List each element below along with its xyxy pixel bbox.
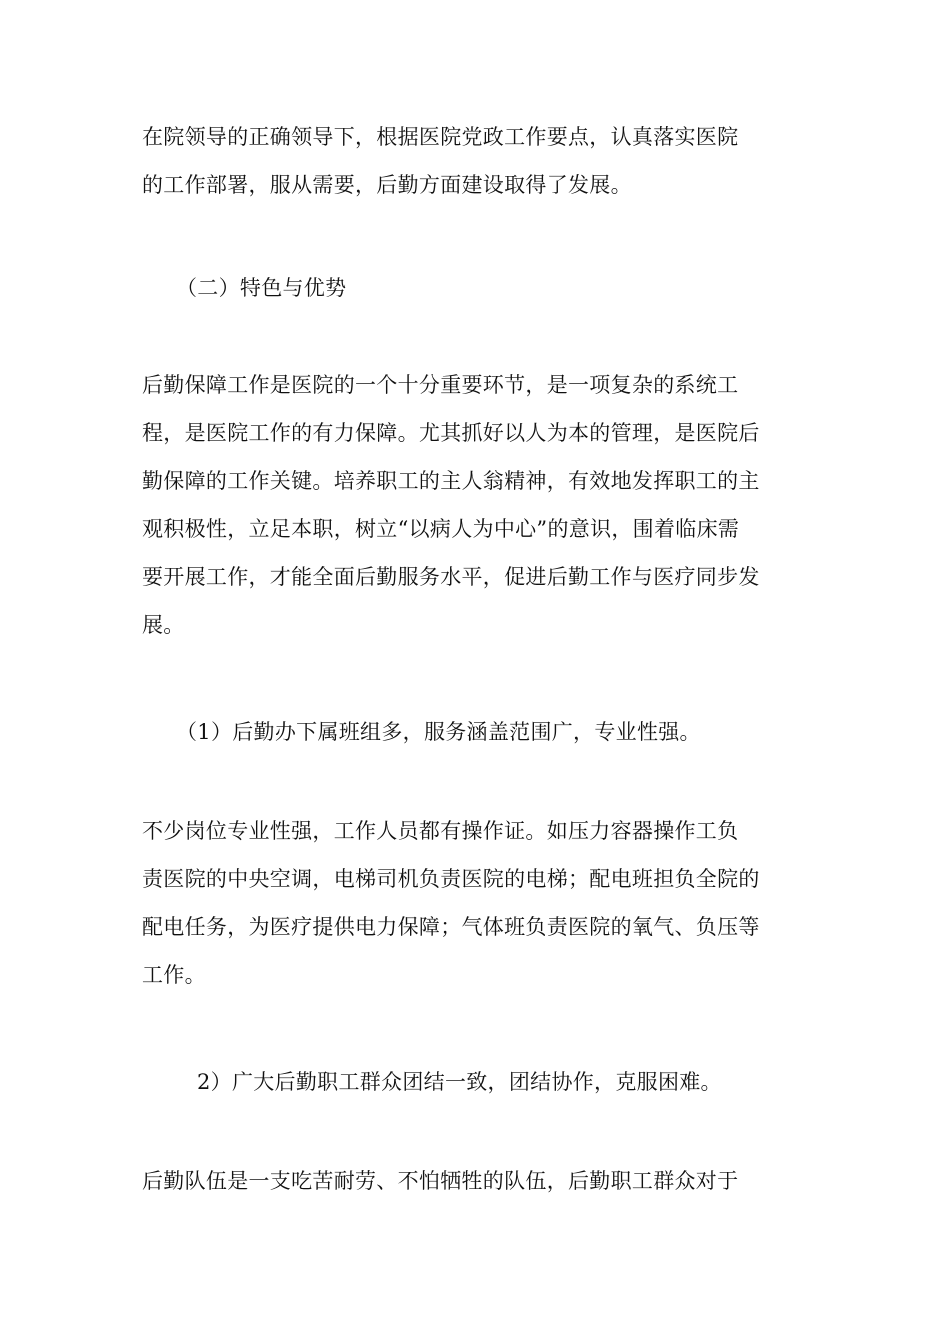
item-heading-1: （1）后勤办下属班组多，服务涵盖范围广，专业性强。 [176,720,701,744]
paragraph-intro: 在院领导的正确领导下，根据医院党政工作要点，认真落实医院 的工作部署，服从需要，后勤方面建设取得了发展。 [142,125,739,197]
section-heading-features: （二）特色与优势 [176,276,347,300]
paragraph-item-1: 不少岗位专业性强，工作人员都有操作证。如压力容器操作工负 责医院的中央空调，电梯司机负责医院的电梯；配电班担负全院的 配电任务，为医疗提供电力保障；气体班负责医院的氧气、负压等 工作。 [142,819,760,987]
item-heading-2: 2）广大后勤职工群众团结一致，团结协作，克服困难。 [197,1070,722,1094]
paragraph-features: 后勤保障工作是医院的一个十分重要环节，是一项复杂的系统工 程，是医院工作的有力保障。尤其抓好以人为本的管理，是医院后 勤保障的工作关键。培养职工的主人翁精神，有效地发挥职工的主 观积极性，立足本职，树立“以病人为中心”的意识，围着临床需 要开展工作，才能全面后勤服务水平，促进后勤工作与医疗同步发 展。 [142,373,760,637]
paragraph-item-2: 后勤队伍是一支吃苦耐劳、不怕牺牲的队伍，后勤职工群众对于 [142,1169,739,1193]
